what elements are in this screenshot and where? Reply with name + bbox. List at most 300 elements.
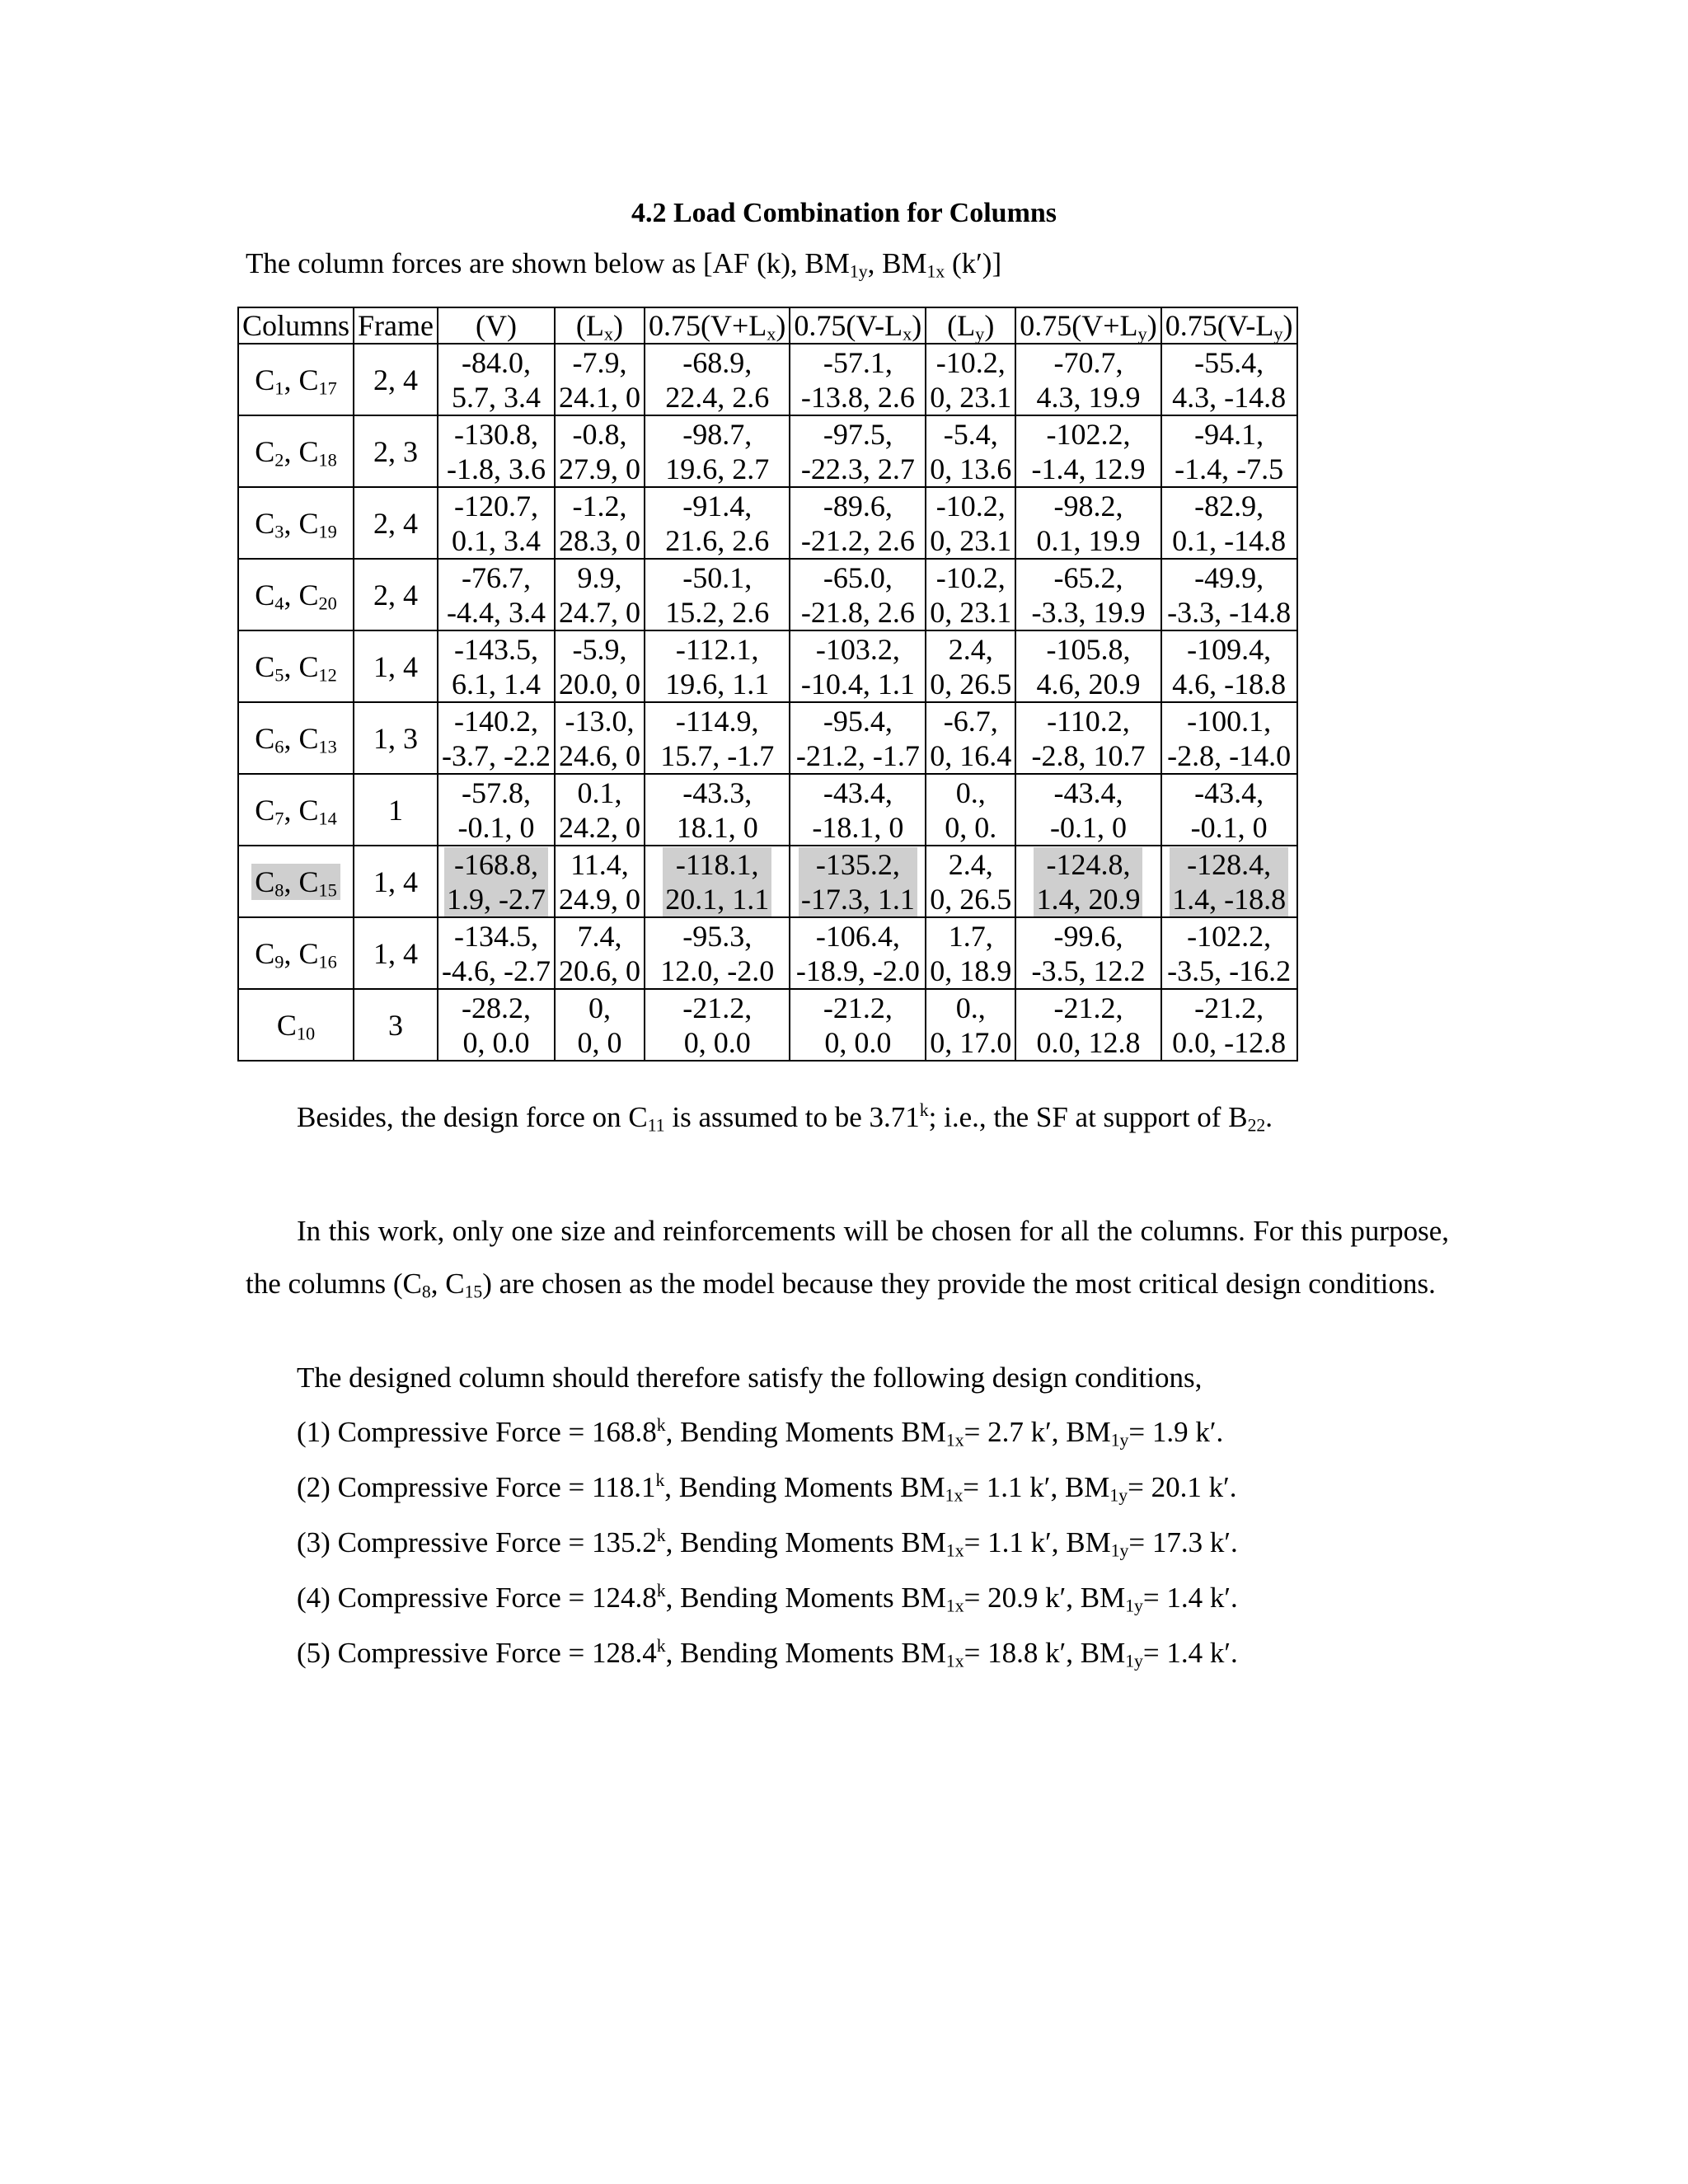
column-letter: C xyxy=(298,936,319,970)
moment-y: 17.3 xyxy=(1151,1526,1203,1558)
condition-number: (1) xyxy=(297,1416,331,1448)
column-letter: C xyxy=(298,865,319,898)
force-cell xyxy=(555,559,645,630)
force-values xyxy=(442,345,551,415)
axial-force: 0, xyxy=(588,991,611,1024)
column-letter: C xyxy=(255,506,275,540)
column-letter: C xyxy=(255,434,275,468)
column-name-cell xyxy=(238,774,354,846)
force-values xyxy=(1020,991,1156,1060)
table-header-row xyxy=(238,307,1297,344)
force-values xyxy=(649,560,785,630)
kip-ft-unit: k′ xyxy=(1188,1416,1217,1448)
force-cell xyxy=(1161,846,1297,917)
column-separator: , xyxy=(284,793,299,827)
force-values xyxy=(649,345,785,415)
condition-number: (3) xyxy=(297,1526,331,1558)
bending-moments: 24.2, 0 xyxy=(558,810,640,844)
bending-moments: -2.8, 10.7 xyxy=(1031,738,1146,772)
force-values xyxy=(1165,704,1293,773)
condition-label: , Bending Moments BM xyxy=(665,1526,946,1558)
axial-force: -55.4, xyxy=(1194,345,1264,379)
force-values xyxy=(559,417,640,486)
force-values xyxy=(794,919,921,988)
bending-moments: 0, 26.5 xyxy=(930,882,1012,916)
axial-force: -13.0, xyxy=(565,704,635,738)
bending-moments: 15.2, 2.6 xyxy=(665,595,770,629)
compressive-force: 128.4 xyxy=(592,1637,657,1669)
kip-ft-unit: k′ xyxy=(1022,1471,1051,1503)
bending-moments: 1.4, 20.9 xyxy=(1036,882,1141,916)
bending-moments: 0.1, 3.4 xyxy=(451,523,541,557)
axial-force: -49.9, xyxy=(1194,560,1264,594)
column-index: 15 xyxy=(318,879,337,901)
header-label: (V) xyxy=(476,309,517,342)
kip-unit: k xyxy=(656,1525,666,1545)
axial-force: -97.5, xyxy=(823,417,893,451)
force-values xyxy=(794,417,921,486)
axial-force: -5.9, xyxy=(572,632,627,666)
force-values xyxy=(930,847,1011,916)
kip-ft-unit: k′ xyxy=(1023,1416,1052,1448)
force-values xyxy=(442,919,551,988)
bending-moments: 15.7, -1.7 xyxy=(660,738,775,772)
force-cell xyxy=(790,702,926,774)
force-cell xyxy=(438,917,555,989)
frame-cell: 2, 4 xyxy=(354,344,438,415)
bending-moments: 0, 0.0 xyxy=(462,1025,530,1059)
axial-force: -43.4, xyxy=(823,776,893,809)
axial-force: -95.3, xyxy=(682,919,753,953)
force-cell xyxy=(438,630,555,702)
column-separator: , xyxy=(284,649,299,683)
bending-moments: 6.1, 1.4 xyxy=(451,667,541,701)
column-name xyxy=(255,649,337,686)
table-row xyxy=(238,989,1297,1061)
bending-moments: 0, 23.1 xyxy=(930,595,1012,629)
column-name-cell xyxy=(238,415,354,487)
axial-force: -21.2, xyxy=(1053,991,1123,1024)
bending-moments: -1.4, 12.9 xyxy=(1031,452,1146,485)
column-name xyxy=(277,1009,315,1042)
bending-moments: -21.2, 2.6 xyxy=(800,523,915,557)
force-values xyxy=(1020,632,1156,701)
axial-force: 2.4, xyxy=(948,632,993,666)
table-row xyxy=(238,415,1297,487)
axial-force: -103.2, xyxy=(815,632,900,666)
force-values xyxy=(559,632,640,701)
force-cell xyxy=(1161,344,1297,415)
axial-force: -7.9, xyxy=(572,345,627,379)
force-cell xyxy=(1015,917,1160,989)
force-cell xyxy=(1015,989,1160,1061)
axial-force: -168.8, xyxy=(453,847,538,881)
axial-force: -109.4, xyxy=(1187,632,1272,666)
axial-force: -1.2, xyxy=(572,489,627,523)
besides-text: Besides, the design force on $C_{11}$ is assumed to be 3.71$^k$; i.e., the SF at support of $B_{22}$. xyxy=(297,1099,1273,1136)
force-cell xyxy=(555,917,645,989)
column-letter: C xyxy=(255,865,275,898)
column-letter: C xyxy=(255,721,275,755)
condition-number: (4) xyxy=(297,1582,331,1614)
frame-cell: 1 xyxy=(354,774,438,846)
axial-force: 2.4, xyxy=(948,847,993,881)
axial-force: -65.2, xyxy=(1053,560,1123,594)
moment-y: 1.4 xyxy=(1166,1637,1203,1669)
header-label: ) xyxy=(776,309,786,342)
force-cell xyxy=(438,846,555,917)
bending-moments: -0.1, 0 xyxy=(1049,810,1127,844)
column-index: 5 xyxy=(274,664,284,686)
moment-axis: 1y xyxy=(1125,1651,1143,1671)
condition-label: , BM xyxy=(1051,1416,1111,1448)
force-values xyxy=(649,417,785,486)
axial-force: 7.4, xyxy=(577,919,622,953)
moment-axis: 1x xyxy=(945,1430,964,1451)
force-cell xyxy=(555,344,645,415)
column-header xyxy=(354,307,438,344)
force-cell xyxy=(1015,846,1160,917)
table-row xyxy=(238,846,1297,917)
compressive-force: 168.8 xyxy=(592,1416,657,1448)
axial-force: -134.5, xyxy=(453,919,538,953)
moment-x: 20.9 xyxy=(987,1582,1039,1614)
moment-axis: 1x xyxy=(945,1540,964,1561)
table-row xyxy=(238,774,1297,846)
bending-moments: -22.3, 2.7 xyxy=(800,452,915,485)
axial-force: -143.5, xyxy=(453,632,538,666)
force-values xyxy=(649,919,785,988)
header-label: ) xyxy=(613,309,624,342)
axial-force: -128.4, xyxy=(1187,847,1272,881)
column-name xyxy=(255,794,337,827)
header-label: (L xyxy=(947,309,976,342)
header-subscript: y xyxy=(975,323,985,344)
force-values xyxy=(1165,776,1293,845)
force-values xyxy=(1165,991,1293,1060)
column-index: 19 xyxy=(318,521,337,542)
column-header xyxy=(1161,307,1297,344)
force-cell xyxy=(790,630,926,702)
force-cell xyxy=(555,774,645,846)
axial-force: 0., xyxy=(955,991,986,1024)
bending-moments: 0, 26.5 xyxy=(930,667,1012,701)
force-cell xyxy=(438,487,555,559)
force-cell xyxy=(1161,917,1297,989)
axial-force: -57.8, xyxy=(461,776,531,809)
table-row xyxy=(238,917,1297,989)
force-values xyxy=(794,560,921,630)
moment-y: 1.4 xyxy=(1166,1582,1203,1614)
header-subscript: x xyxy=(903,323,912,344)
column-header xyxy=(1015,307,1160,344)
axial-force: -100.1, xyxy=(1187,704,1272,738)
kip-ft-unit: k′ xyxy=(1023,1526,1052,1558)
force-cell xyxy=(1015,487,1160,559)
bending-moments: 19.6, 2.7 xyxy=(665,452,770,485)
force-cell xyxy=(1161,487,1297,559)
column-index: 16 xyxy=(318,951,337,972)
column-name-cell xyxy=(238,344,354,415)
header-subscript: y xyxy=(1273,323,1283,344)
compressive-force: 135.2 xyxy=(592,1526,657,1558)
column-header xyxy=(555,307,645,344)
force-cell xyxy=(790,774,926,846)
bending-moments: 4.6, 20.9 xyxy=(1036,667,1141,701)
force-values xyxy=(442,704,551,773)
axial-force: -28.2, xyxy=(461,991,531,1024)
column-forces-table xyxy=(237,307,1298,1062)
bending-moments: 0.1, 19.9 xyxy=(1036,523,1141,557)
condition-number: (5) xyxy=(297,1637,331,1669)
axial-force: -120.7, xyxy=(453,489,538,523)
header-subscript: x xyxy=(767,323,776,344)
header-label: 0.75(V+L xyxy=(648,309,767,342)
axial-force: -102.2, xyxy=(1046,417,1131,451)
design-condition xyxy=(297,1582,1238,1615)
force-values xyxy=(1170,847,1288,916)
moment-axis: 1y xyxy=(1110,1430,1129,1451)
column-index: 1 xyxy=(274,377,284,399)
equals: = xyxy=(1128,1526,1152,1558)
moment-x: 18.8 xyxy=(987,1637,1039,1669)
bending-moments: 27.9, 0 xyxy=(558,452,640,485)
column-index: 8 xyxy=(274,879,284,901)
force-cell xyxy=(645,559,790,630)
moment-axis: 1x xyxy=(945,1596,964,1616)
force-values xyxy=(799,847,917,916)
force-values xyxy=(663,847,771,916)
axial-force: -0.8, xyxy=(572,417,627,451)
bending-moments: 0, 0.0 xyxy=(824,1025,892,1059)
force-values xyxy=(1020,919,1156,988)
force-cell xyxy=(555,846,645,917)
bending-moments: -4.4, 3.4 xyxy=(446,595,546,629)
force-values xyxy=(559,847,640,916)
bending-moments: 1.9, -2.7 xyxy=(446,882,546,916)
bending-moments: 0.0, -12.8 xyxy=(1172,1025,1287,1059)
force-cell xyxy=(926,559,1015,630)
bending-moments: 18.1, 0 xyxy=(676,810,758,844)
bending-moments: 0, 16.4 xyxy=(930,738,1012,772)
force-values xyxy=(794,489,921,558)
axial-force: -124.8, xyxy=(1046,847,1131,881)
header-label: ) xyxy=(912,309,922,342)
force-values xyxy=(1165,560,1293,630)
force-values xyxy=(442,560,551,630)
force-cell xyxy=(790,487,926,559)
bending-moments: -18.1, 0 xyxy=(812,810,904,844)
force-values xyxy=(1020,704,1156,773)
bending-moments: -0.1, 0 xyxy=(457,810,535,844)
force-cell xyxy=(438,989,555,1061)
bending-moments: 0, 0 xyxy=(577,1025,622,1059)
moment-y: 1.9 xyxy=(1151,1416,1189,1448)
axial-force: -6.7, xyxy=(943,704,998,738)
force-cell xyxy=(555,702,645,774)
column-name-cell xyxy=(238,559,354,630)
force-cell xyxy=(555,415,645,487)
design-condition xyxy=(297,1471,1237,1504)
force-values xyxy=(930,489,1011,558)
period: . xyxy=(1231,1526,1238,1558)
force-values xyxy=(1034,847,1142,916)
bending-moments: 20.0, 0 xyxy=(558,667,640,701)
column-separator: , xyxy=(284,363,299,396)
equals: = xyxy=(1142,1582,1167,1614)
force-values xyxy=(794,991,921,1060)
table-row xyxy=(238,702,1297,774)
kip-ft-unit: k′ xyxy=(1203,1637,1231,1669)
force-values xyxy=(1020,417,1156,486)
force-values xyxy=(559,489,640,558)
period: . xyxy=(1216,1416,1224,1448)
force-values xyxy=(649,704,785,773)
bending-moments: -3.3, -14.8 xyxy=(1167,595,1292,629)
frame-cell: 1, 4 xyxy=(354,917,438,989)
kip-ft-unit: k′ xyxy=(1203,1582,1231,1614)
force-cell xyxy=(1015,702,1160,774)
axial-force: -91.4, xyxy=(682,489,753,523)
bending-moments: 0, 0. xyxy=(945,810,997,844)
column-index: 3 xyxy=(274,521,284,542)
column-name-cell xyxy=(238,487,354,559)
moment-x: 1.1 xyxy=(986,1471,1023,1503)
bending-moments: -18.9, -2.0 xyxy=(795,954,920,987)
bending-moments: -3.5, -16.2 xyxy=(1167,954,1292,987)
paragraph-model-columns: In this work, only one size and reinforcements will be chosen for all the columns. For this purpose, the columns ($C_8$, $C_{15}$) are chosen as the model because they provide the most critical design conditions. xyxy=(246,1215,1449,1302)
force-cell xyxy=(926,917,1015,989)
force-cell xyxy=(438,415,555,487)
kip-ft-unit: k′ xyxy=(1038,1637,1067,1669)
moment-axis: 1y xyxy=(1110,1540,1129,1561)
column-separator: , xyxy=(284,434,299,468)
force-values xyxy=(1165,417,1293,486)
force-cell xyxy=(790,917,926,989)
axial-force: -65.0, xyxy=(823,560,893,594)
bending-moments: -0.1, 0 xyxy=(1190,810,1268,844)
force-values xyxy=(1165,345,1293,415)
axial-force: -98.7, xyxy=(682,417,753,451)
axial-force: 1.7, xyxy=(948,919,993,953)
force-values xyxy=(1165,919,1293,988)
conditions-lead: The designed column should therefore satisfy the following design conditions, xyxy=(297,1361,1203,1394)
force-values xyxy=(442,991,551,1060)
bending-moments: -17.3, 1.1 xyxy=(800,882,915,916)
force-cell xyxy=(790,344,926,415)
column-index: 20 xyxy=(318,593,337,614)
column-letter: C xyxy=(255,649,275,683)
force-cell xyxy=(1161,559,1297,630)
frame-cell: 3 xyxy=(354,989,438,1061)
force-cell xyxy=(645,917,790,989)
column-name xyxy=(255,722,337,755)
axial-force: -10.2, xyxy=(935,489,1006,523)
axial-force: -21.2, xyxy=(1194,991,1264,1024)
axial-force: -10.2, xyxy=(935,345,1006,379)
equals: = xyxy=(964,1582,988,1614)
force-cell xyxy=(438,559,555,630)
force-cell xyxy=(790,559,926,630)
kip-unit: k xyxy=(656,1414,666,1435)
force-values xyxy=(930,345,1011,415)
force-cell xyxy=(1161,630,1297,702)
column-name xyxy=(255,434,337,471)
header-subscript: y xyxy=(1137,323,1147,344)
force-cell xyxy=(645,989,790,1061)
column-letter: C xyxy=(298,434,319,468)
bending-moments: 24.7, 0 xyxy=(558,595,640,629)
bending-moments: -21.2, -1.7 xyxy=(795,738,920,772)
force-cell xyxy=(645,487,790,559)
condition-label: , BM xyxy=(1066,1582,1126,1614)
bending-moments: -1.8, 3.6 xyxy=(446,452,546,485)
force-values xyxy=(1020,776,1156,845)
bending-moments: 20.6, 0 xyxy=(558,954,640,987)
force-values xyxy=(649,776,785,845)
condition-label: , BM xyxy=(1051,1526,1111,1558)
column-header xyxy=(438,307,555,344)
axial-force: -50.1, xyxy=(682,560,753,594)
force-values xyxy=(930,991,1011,1060)
column-name xyxy=(251,864,340,900)
force-cell xyxy=(1161,774,1297,846)
kip-unit: k xyxy=(656,1580,666,1601)
axial-force: 0., xyxy=(955,776,986,809)
header-label: 0.75(V-L xyxy=(794,309,903,342)
bending-moments: 4.3, -14.8 xyxy=(1172,380,1287,414)
bending-moments: 0, 23.1 xyxy=(930,523,1012,557)
axial-force: -21.2, xyxy=(823,991,893,1024)
frame-cell: 1, 4 xyxy=(354,846,438,917)
force-cell xyxy=(926,630,1015,702)
bending-moments: -13.8, 2.6 xyxy=(800,380,915,414)
axial-force: -43.4, xyxy=(1053,776,1123,809)
axial-force: -84.0, xyxy=(461,345,531,379)
force-values xyxy=(559,704,640,773)
column-letter: C xyxy=(255,936,275,970)
bending-moments: -21.8, 2.6 xyxy=(800,595,915,629)
column-index: 17 xyxy=(318,377,337,399)
column-header xyxy=(926,307,1015,344)
column-name xyxy=(255,579,337,612)
period: . xyxy=(1231,1637,1238,1669)
column-separator: , xyxy=(284,936,299,970)
axial-force: -10.2, xyxy=(935,560,1006,594)
design-condition xyxy=(297,1416,1223,1449)
bending-moments: -4.6, -2.7 xyxy=(442,954,551,987)
moment-y: 20.1 xyxy=(1151,1471,1202,1503)
column-letter: C xyxy=(298,649,319,683)
column-letter: C xyxy=(298,578,319,612)
bending-moments: 4.6, -18.8 xyxy=(1172,667,1287,701)
bending-moments: 5.7, 3.4 xyxy=(451,380,541,414)
frame-cell: 1, 3 xyxy=(354,702,438,774)
kip-unit: k xyxy=(656,1635,666,1656)
force-cell xyxy=(926,415,1015,487)
force-values xyxy=(1165,632,1293,701)
moment-x: 2.7 xyxy=(987,1416,1024,1448)
column-separator: , xyxy=(284,506,299,540)
force-values xyxy=(1020,489,1156,558)
column-name xyxy=(255,507,337,540)
header-label: Columns xyxy=(242,309,350,342)
axial-force: -135.2, xyxy=(815,847,900,881)
force-values xyxy=(559,560,640,630)
bending-moments: -3.3, 19.9 xyxy=(1031,595,1146,629)
column-letter: C xyxy=(255,363,275,396)
force-values xyxy=(1165,489,1293,558)
